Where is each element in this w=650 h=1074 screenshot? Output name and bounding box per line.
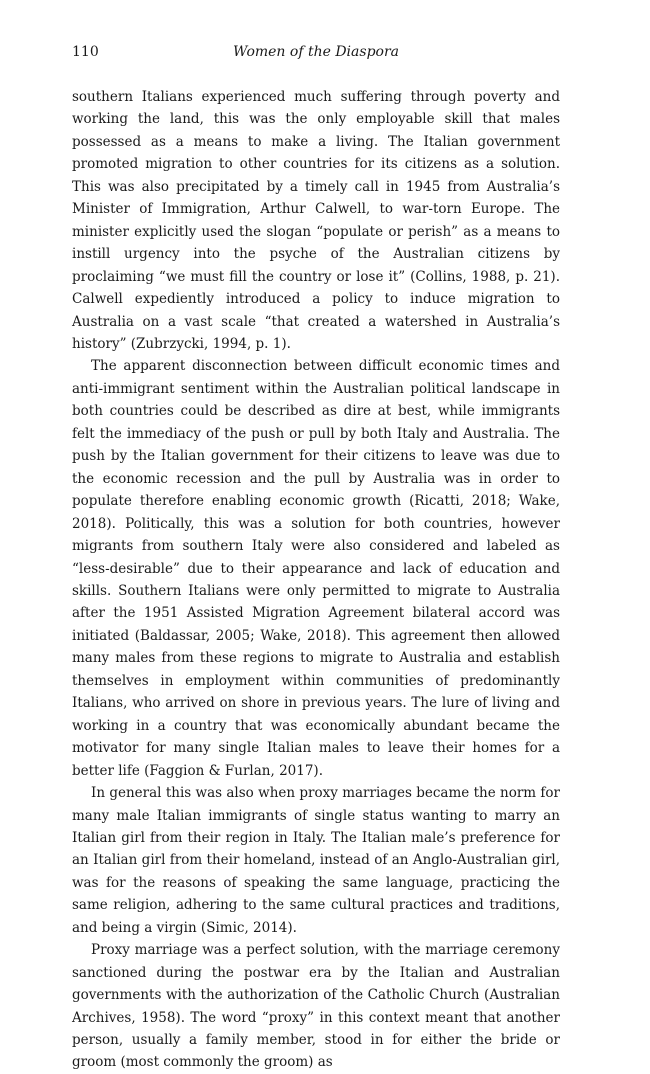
paragraph-4: Proxy marriage was a perfect solution, with the marriage ceremony sanctioned during the postwar era by the Italian and Australian governments with the authorization of the Catholic Church (Australian Archives, 1958). The word “proxy” in this context meant that another person, usually a family member, stood in for either the bride or groom (most commonly the groom) as (72, 942, 560, 1071)
paragraph-2: The apparent disconnection between difficult economic times and anti-immigrant sentiment within the Australian political landscape in both countries could be described as dire at best, while immigrants felt the immediacy of the push or pull by both Italy and Australia. The push by the Italian government for their citizens to leave was due to the economic recession and the pull by Australia was in order to populate therefore enabling economic growth (Ricatti, 2018; Wake, 2018). Politically, this was a solution for both countries, however migrants from southern Italy were also considered and labeled as “less-desirable” due to their appearance and lack of education and skills. Southern Italians were only permitted to migrate to Australia after the 1951 Assisted Migration Agreement bilateral accord was initiated (Baldassar, 2005; Wake, 2018). This agreement then allowed many males from these regions to migrate to Australia and establish themselves in employment within communities of predominantly Italians, who arrived on shore in previous years. The lure of living and working in a country that was economically abundant became the motivator for many single Italian males to leave their homes for a better life (Faggion & Furlan, 2017). (72, 358, 560, 779)
page-number: 110 (72, 44, 99, 60)
paragraph-1: southern Italians experienced much suffering through poverty and working the land, this was the only employable skill that males possessed as a means to make a living. The Italian government promoted migration to other countries for its citizens as a solution. This was also precipitated by a timely call in 1945 from Australia’s Minister of Immigration, Arthur Calwell, to war-torn Europe. The minister explicitly used the slogan “populate or perish” as a means to instill urgency into the psyche of the Australian citizens by proclaiming “we must fill the country or lose it” (Collins, 1988, p. 21). Calwell expediently introduced a policy to induce migration to Australia on a vast scale “that created a watershed in Australia’s history” (Zubrzycki, 1994, p. 1). (72, 89, 560, 352)
running-title: Women of the Diaspora (233, 44, 399, 60)
body-text (72, 86, 560, 1074)
paragraph-3: In general this was also when proxy marriages became the norm for many male Italian immigrants of single status wanting to marry an Italian girl from their region in Italy. The Italian male’s preference for an Italian girl from their homeland, instead of an Anglo-Australian girl, was for the reasons of speaking the same language, practicing the same religion, adhering to the same cultural practices and traditions, and being a virgin (Simic, 2014). (72, 785, 560, 936)
page-header (72, 44, 560, 66)
